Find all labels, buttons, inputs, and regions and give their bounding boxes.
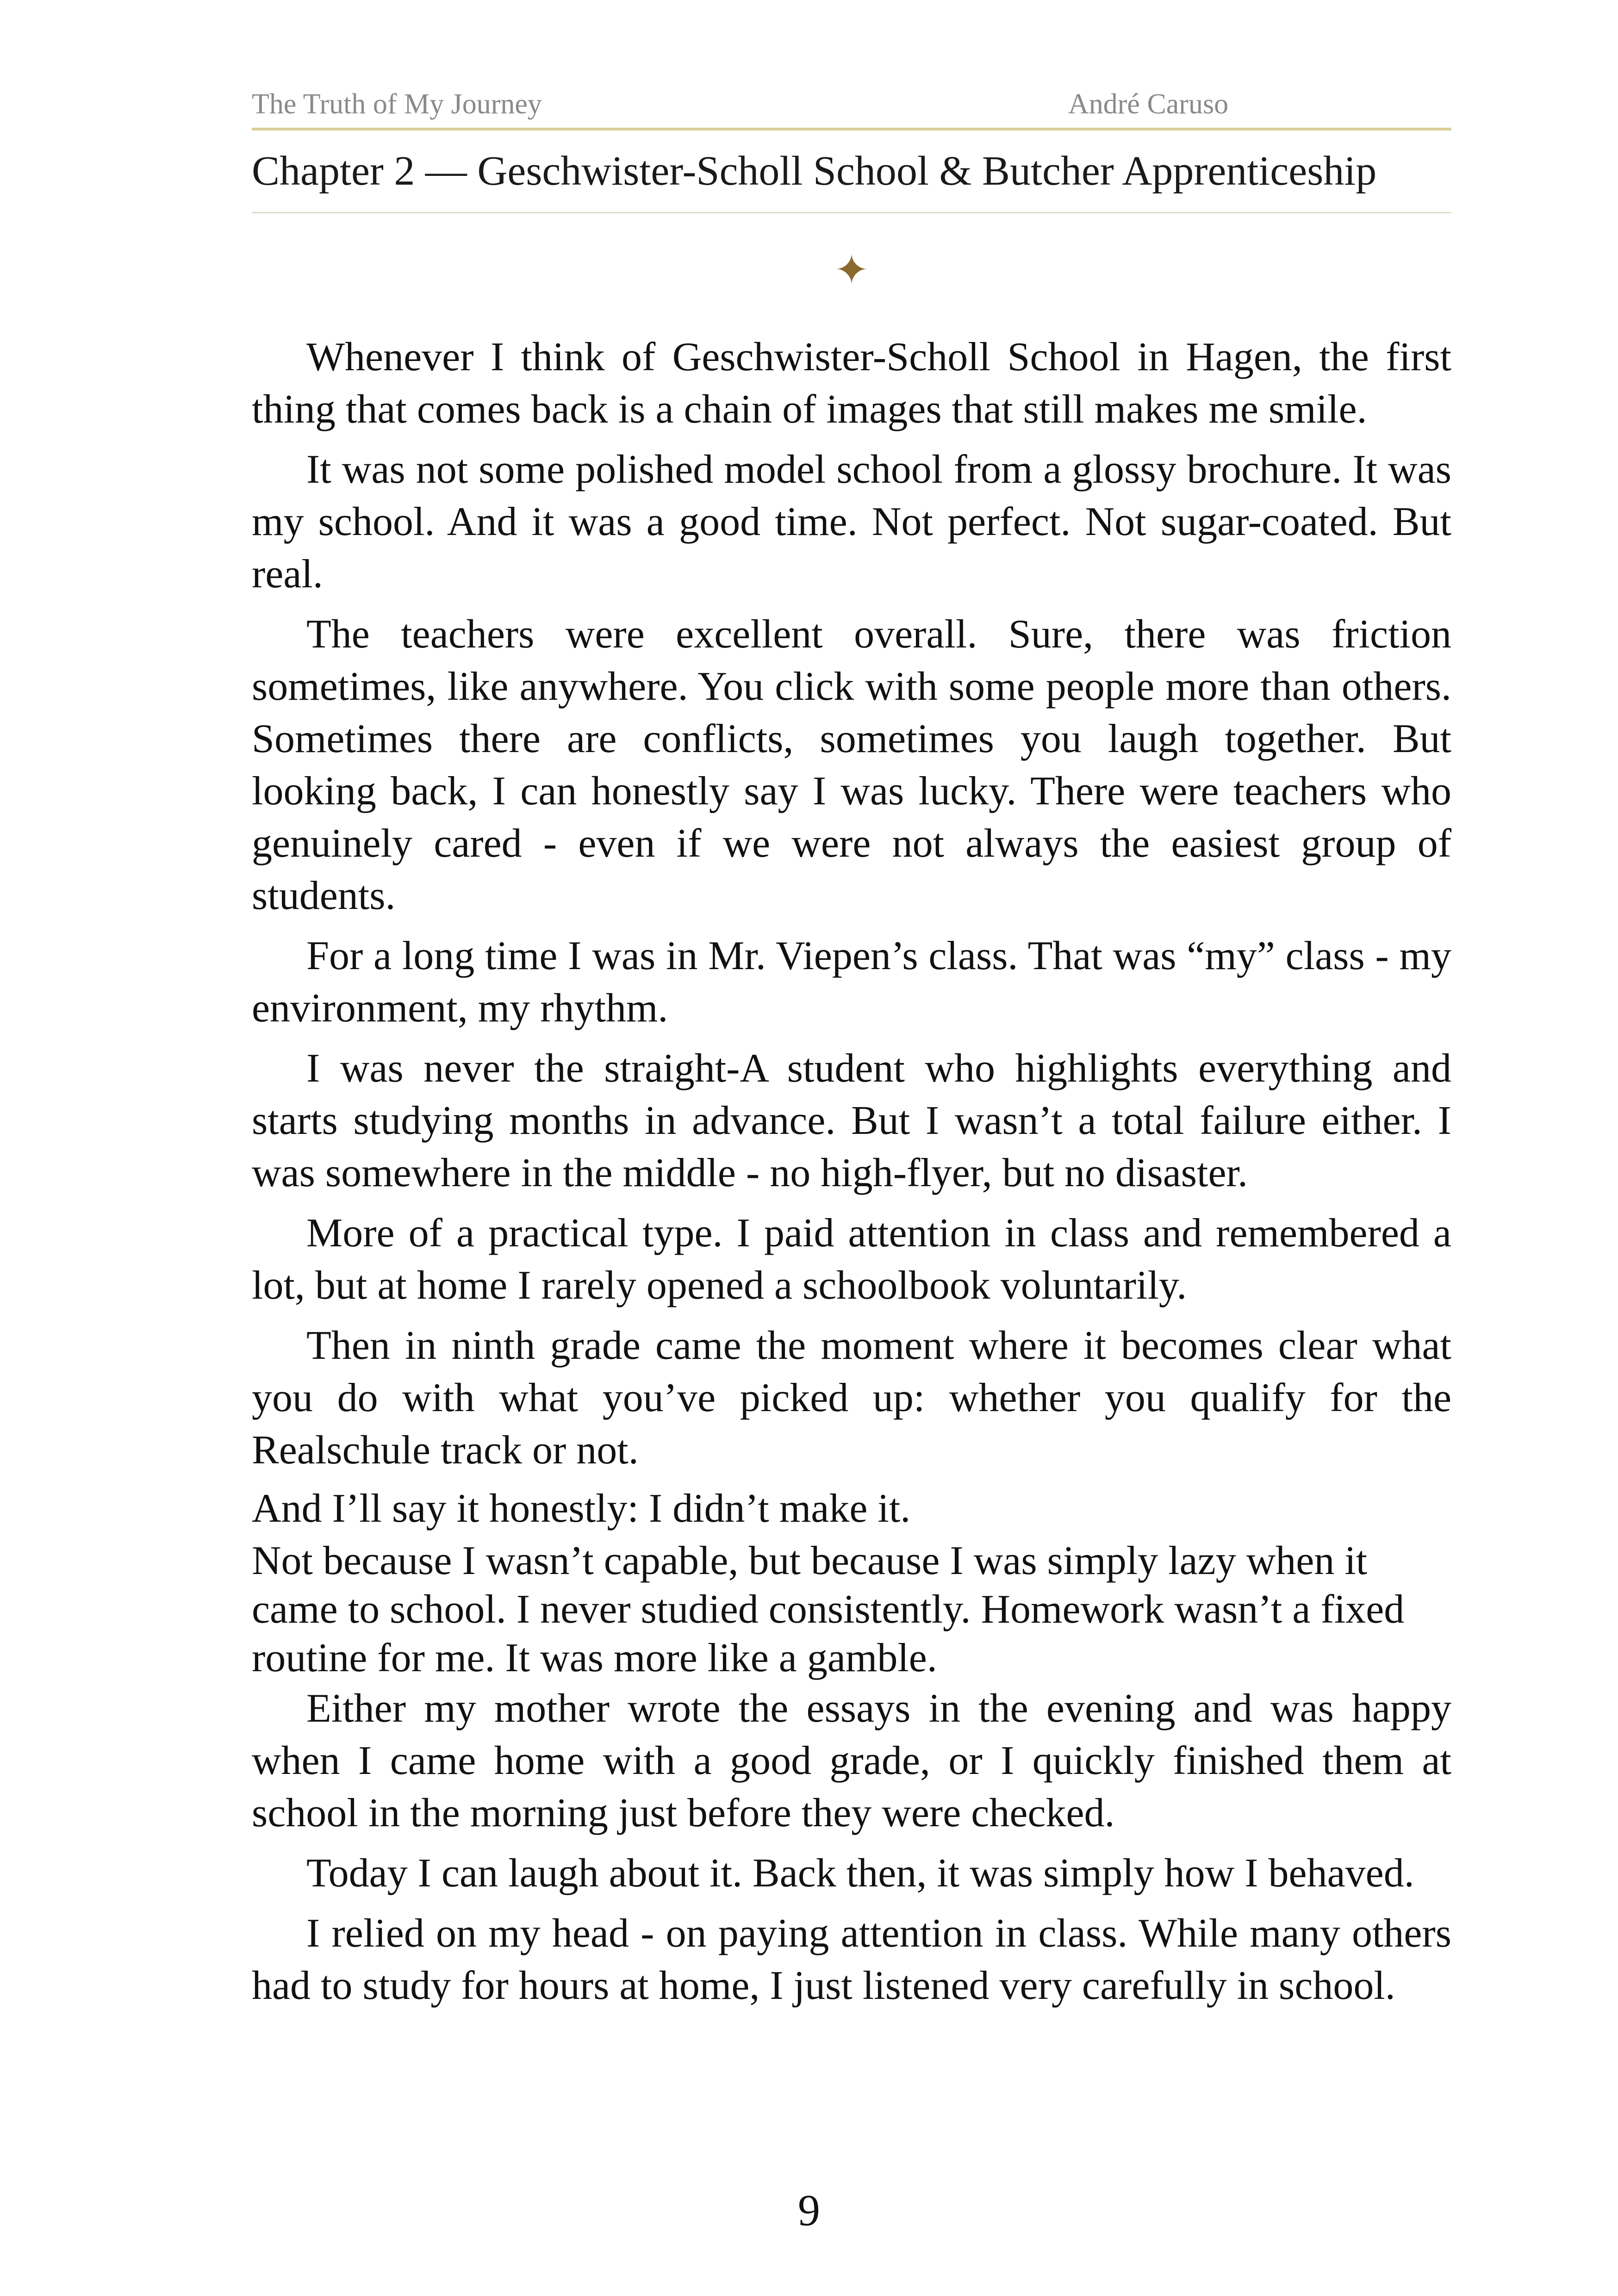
paragraph: Either my mother wrote the essays in the evening and was happy when I came home with a good grade, or I quickly finished them at school in the morning just before they were checked. — [252, 1686, 1451, 1836]
paragraph: I relied on my head - on paying attention in class. While many others had to study for hours at home, I just listened very carefully in school. — [252, 1911, 1451, 2008]
paragraph: Whenever I think of Geschwister-Scholl School in Hagen, the first thing that comes back is a chain of images that still makes me smile. — [252, 335, 1451, 432]
paragraph: More of a practical type. I paid attention in class and remembered a lot, but at home I rarely opened a schoolbook voluntarily. — [252, 1211, 1451, 1308]
paragraph: The teachers were excellent overall. Sure, there was friction sometimes, like anywhere. You click with some people more than others. Sometimes there are conflicts, sometimes you laugh together. But looking back, I can honestly say I was lucky. There were teachers who genuinely cared - even if we were not always the easiest group of students. — [252, 612, 1451, 918]
book-title: The Truth of My Journey — [252, 88, 542, 120]
paragraph: Not because I wasn’t capable, but because I was simply lazy when it came to school. I never studied consistently. Homework wasn’t a fixed routine for me. It was more like a gamble. — [252, 1538, 1405, 1680]
author-name: André Caruso — [1068, 88, 1229, 120]
running-header — [252, 88, 1451, 131]
page-number: 9 — [798, 2185, 820, 2235]
paragraph: I was never the straight-A student who highlights everything and starts studying months in advance. But I wasn’t a total failure either. I was somewhere in the middle - no high-flyer, but no disaster. — [252, 1046, 1451, 1195]
paragraph: Then in ninth grade came the moment where it becomes clear what you do with what you’ve picked up: whether you qualify for the Realschule track or not. — [252, 1323, 1451, 1473]
paragraph: Today I can laugh about it. Back then, it was simply how I behaved. — [306, 1851, 1414, 1896]
paragraph: For a long time I was in Mr. Viepen’s class. That was “my” class - my environment, my rhythm. — [252, 933, 1451, 1031]
paragraph: It was not some polished model school from a glossy brochure. It was my school. And it was a good time. Not perfect. Not sugar-coated. But real. — [252, 447, 1451, 597]
paragraph: And I’ll say it honestly: I didn’t make it. — [252, 1486, 911, 1531]
chapter-body — [252, 331, 1451, 2020]
chapter-title: Chapter 2 — Geschwister-Scholl School & Butcher Apprenticeship — [252, 147, 1451, 213]
four-pointed-star-icon: ✦ — [834, 248, 869, 293]
